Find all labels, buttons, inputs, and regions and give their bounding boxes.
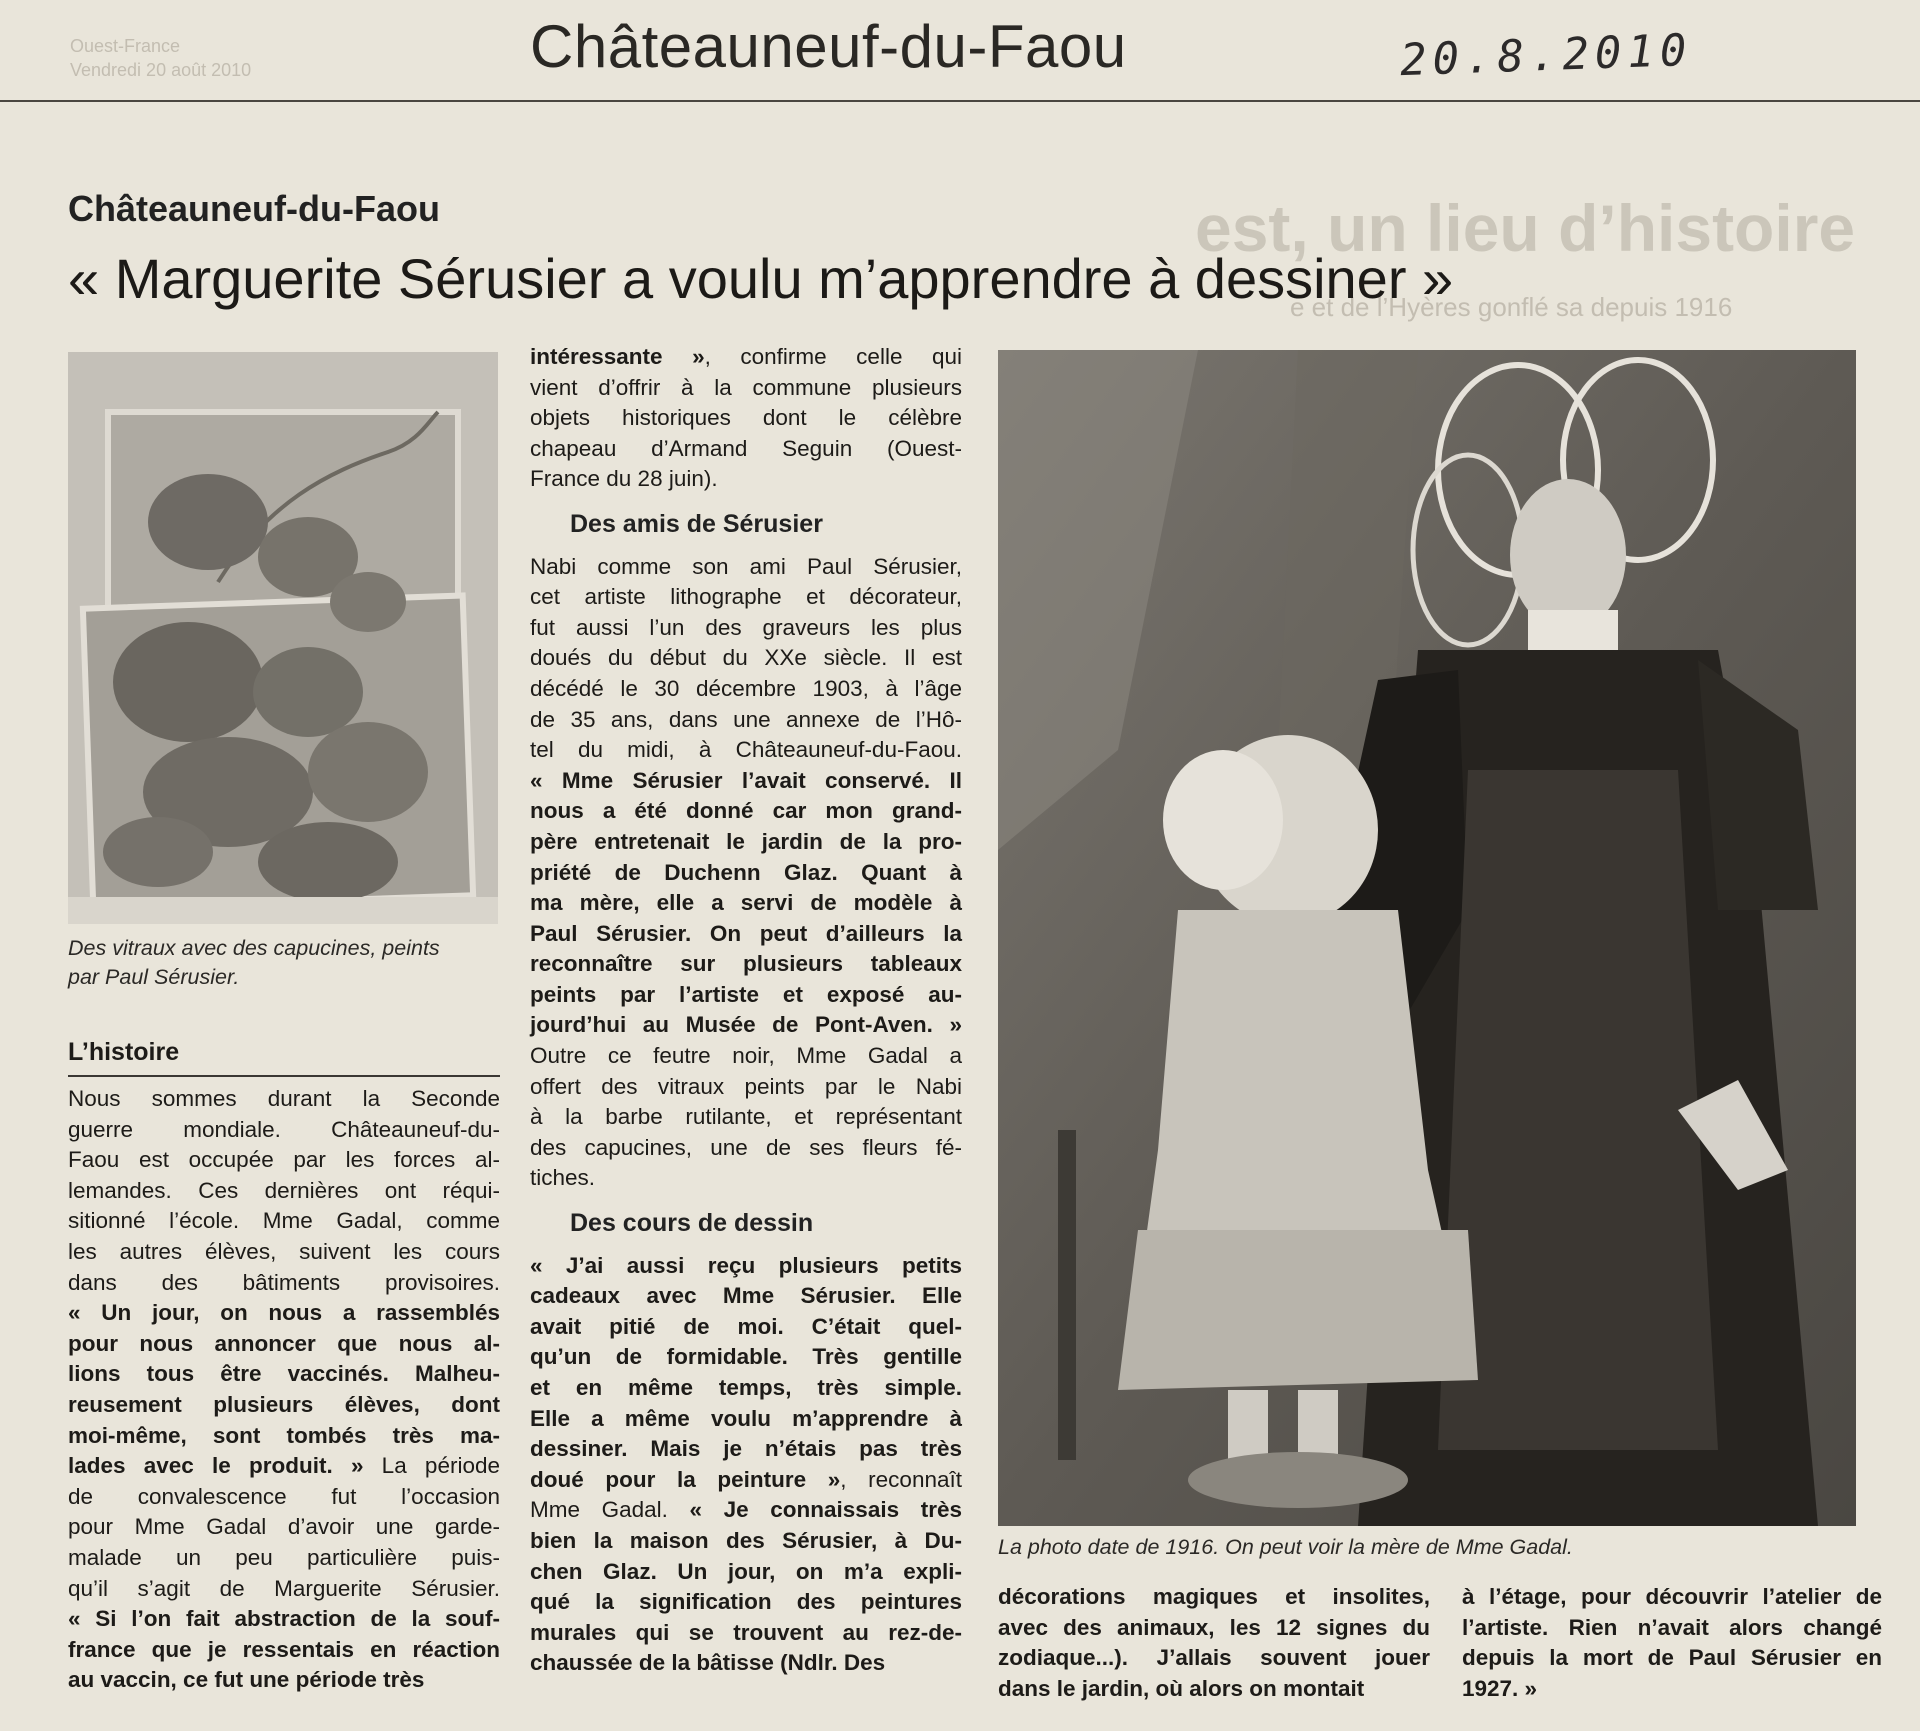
caption-line: par Paul Sérusier.: [68, 965, 240, 989]
text-line: [530, 1312, 962, 1343]
text-line: [68, 1512, 500, 1543]
text-line: [530, 1102, 962, 1133]
text-run: « Un jour, on nous a rassemblés: [68, 1300, 500, 1326]
text-run: avait pitié de moi. C’était quel-: [530, 1313, 962, 1339]
text-line: [530, 434, 962, 465]
text-line: [68, 1145, 500, 1176]
text-run: tel du midi, à Châteauneuf-du-Faou.: [530, 737, 962, 763]
text-run: peints par l’artiste et exposé au-: [530, 981, 962, 1007]
text-run: La période: [363, 1453, 500, 1479]
text-line: [530, 1072, 962, 1103]
bleed-through-heading: est, un lieu d’histoire: [1195, 191, 1856, 265]
text-run: bien la maison des Sérusier, à Du-: [530, 1527, 962, 1553]
text-line: [68, 1084, 500, 1115]
text-run: dans le jardin, où alors on montait: [998, 1675, 1365, 1701]
text-run: dessiner. Mais je n’étais pas très: [530, 1436, 962, 1462]
text-line: [530, 1404, 962, 1435]
bleed-through-text: Vendredi 20 août 2010: [70, 60, 252, 80]
photo-right-caption: La photo date de 1916. On peut voir la mère de Mme Gadal.: [998, 1535, 1573, 1559]
text-run: Nous sommes durant la Seconde: [68, 1086, 500, 1111]
col2-para-2: [530, 552, 962, 1194]
text-run: de convalescence fut l’occasion: [68, 1483, 500, 1509]
text-line: [530, 1465, 962, 1496]
text-run: et en même temps, très simple.: [530, 1375, 962, 1400]
photo-left-caption: [68, 934, 508, 992]
text-line: [530, 1041, 962, 1072]
text-line: [530, 1010, 962, 1041]
text-line: [1462, 1613, 1882, 1644]
text-run: cadeaux avec Mme Sérusier. Elle: [530, 1283, 962, 1309]
text-run: 1927. »: [1462, 1675, 1538, 1701]
text-run: à l’étage, pour découvrir l’atelier de: [1462, 1584, 1882, 1609]
text-line: [530, 1526, 962, 1557]
text-line: [998, 1643, 1430, 1674]
text-run: père entretenait le jardin de la pro-: [530, 828, 962, 854]
text-line: [68, 1359, 500, 1390]
text-run: décorations magiques et insolites,: [998, 1584, 1430, 1609]
text-line: [530, 1434, 962, 1465]
text-line: [530, 373, 962, 404]
text-line: [68, 1543, 500, 1574]
text-line: [998, 1613, 1430, 1644]
stained-glass-photo: [68, 352, 498, 924]
article-column-3: [998, 1582, 1430, 1704]
text-line: [530, 1648, 962, 1679]
text-run: Paul Sérusier. On peut d’ailleurs la: [530, 920, 962, 946]
text-run: objets historiques dont le célèbre: [530, 405, 962, 431]
text-run: qu’il s’agit de Marguerite Sérusier.: [68, 1575, 500, 1601]
text-line: [530, 643, 962, 674]
text-run: pour nous annoncer que nous al-: [68, 1330, 500, 1356]
text-run: lions tous être vaccinés. Malheu-: [68, 1361, 500, 1387]
section-masthead: Châteauneuf-du-Faou: [530, 13, 1127, 80]
text-run: priété de Duchenn Glaz. Quant à: [530, 859, 962, 885]
text-line: [68, 1635, 500, 1666]
portrait-illustration: [998, 350, 1856, 1526]
text-run: sitionné l’école. Mme Gadal, comme: [68, 1208, 500, 1234]
text-line: [68, 1115, 500, 1146]
text-run: jourd’hui au Musée de Pont-Aven. »: [530, 1012, 962, 1038]
text-run: tiches.: [530, 1165, 596, 1191]
text-line: [530, 582, 962, 613]
text-line: [68, 1268, 500, 1299]
text-run: qué la signification des peintures: [530, 1589, 962, 1615]
text-run: de 35 ans, dans une annexe de l’Hô-: [530, 706, 962, 732]
text-line: [530, 796, 962, 827]
text-run: « Mme Sérusier l’avait conservé. Il: [530, 767, 962, 793]
text-line: [530, 1133, 962, 1164]
text-run: chaussée de la bâtisse (Ndlr. Des: [530, 1650, 886, 1676]
text-run: « Je connaissais très: [667, 1497, 962, 1523]
text-run: ma mère, elle a servi de modèle à: [530, 890, 962, 916]
text-line: [530, 613, 962, 644]
text-line: [530, 1495, 962, 1526]
text-run: dans des bâtiments provisoires.: [68, 1269, 500, 1295]
text-run: nous a été donné car mon grand-: [530, 798, 962, 824]
text-line: [530, 1587, 962, 1618]
text-line: [530, 1342, 962, 1373]
text-line: [530, 858, 962, 889]
stained-glass-illustration: [68, 352, 498, 924]
text-run: cet artiste lithographe et décorateur,: [530, 584, 962, 610]
text-line: [530, 552, 962, 583]
text-line: [68, 1604, 500, 1635]
subhead-cours: Des cours de dessin: [570, 1209, 814, 1238]
text-line: [530, 1373, 962, 1404]
text-run: , confirme celle qui: [704, 344, 962, 369]
text-line: [1462, 1582, 1882, 1613]
text-run: guerre mondiale. Châteauneuf-du-: [68, 1116, 500, 1142]
text-run: vient d’offrir à la commune plusieurs: [530, 374, 962, 400]
text-run: France du 28 juin).: [530, 466, 718, 492]
bleed-through-text: e et de l’Hyères gonflé sa depuis 1916: [1290, 292, 1733, 322]
handwritten-date: 20.8.2010: [1399, 24, 1694, 87]
text-line: [530, 705, 962, 736]
col2-para-1: [530, 342, 962, 495]
text-run: malade un peu particulière puis-: [68, 1544, 500, 1570]
text-run: france que je ressentais en réaction: [68, 1636, 500, 1662]
text-line: [68, 1390, 500, 1421]
text-run: zodiaque...). J’allais souvent jouer: [998, 1645, 1430, 1671]
text-run: l’artiste. Rien n’avait alors changé: [1462, 1614, 1882, 1640]
text-line: [530, 980, 962, 1011]
text-line: [68, 1482, 500, 1513]
text-line: [530, 766, 962, 797]
article-column-4: [1462, 1582, 1882, 1704]
text-run: avec des animaux, les 12 signes du: [998, 1614, 1430, 1640]
text-line: [530, 888, 962, 919]
text-run: Nabi comme son ami Paul Sérusier,: [530, 553, 962, 579]
text-run: , reconnaît: [840, 1466, 962, 1492]
text-line: [530, 342, 962, 373]
text-line: [530, 1281, 962, 1312]
masthead-rule: [0, 100, 1920, 102]
text-run: fut aussi l’un des graveurs les plus: [530, 614, 962, 640]
text-run: pour Mme Gadal d’avoir une garde-: [68, 1514, 500, 1540]
text-line: [530, 674, 962, 705]
text-run: offert des vitraux peints par le Nabi: [530, 1073, 962, 1099]
text-run: à la barbe rutilante, et représentant: [530, 1104, 962, 1130]
text-run: « Si l’on fait abstraction de la souf-: [68, 1606, 500, 1632]
text-run: intéressante »: [530, 344, 705, 369]
article-headline: « Marguerite Sérusier a voulu m’apprendre à dessiner »: [68, 247, 1454, 310]
text-line: [530, 1557, 962, 1588]
text-line: [68, 1574, 500, 1605]
text-line: [68, 1665, 500, 1696]
portrait-photo-1916: [998, 350, 1856, 1526]
text-line: [530, 403, 962, 434]
text-run: depuis la mort de Paul Sérusier en: [1462, 1645, 1882, 1671]
text-line: [530, 919, 962, 950]
text-line: [1462, 1643, 1882, 1674]
text-run: doué pour la peinture »: [530, 1466, 841, 1492]
bleed-through-text: Ouest-France: [70, 36, 181, 56]
text-line: [68, 1298, 500, 1329]
text-run: décédé le 30 décembre 1903, à l’âge: [530, 675, 962, 701]
section-rule: [68, 1075, 500, 1077]
text-run: Mme Gadal.: [530, 1497, 668, 1523]
article-column-1: [68, 1084, 500, 1696]
text-run: chapeau d’Armand Seguin (Ouest-: [530, 435, 962, 461]
text-run: « J’ai aussi reçu plusieurs petits: [530, 1252, 962, 1278]
section-title-histoire: L’histoire: [68, 1038, 180, 1066]
text-run: murales qui se trouvent au rez-de-: [530, 1619, 962, 1645]
text-line: [68, 1421, 500, 1452]
text-run: Outre ce feutre noir, Mme Gadal a: [530, 1043, 962, 1069]
text-line: [68, 1329, 500, 1360]
text-line: [998, 1674, 1430, 1705]
text-run: qu’un de formidable. Très gentille: [530, 1344, 962, 1370]
text-line: [68, 1237, 500, 1268]
text-run: lemandes. Ces dernières ont réqui-: [68, 1177, 500, 1203]
text-line: [530, 1251, 962, 1282]
col2-para-3: [530, 1251, 962, 1679]
text-run: Faou est occupée par les forces al-: [68, 1147, 500, 1173]
text-run: Elle a même voulu m’apprendre à: [530, 1405, 962, 1431]
text-line: [68, 1176, 500, 1207]
article-kicker: Châteauneuf-du-Faou: [68, 188, 440, 229]
text-line: [530, 735, 962, 766]
text-run: chen Glaz. Un jour, on m’a expli-: [530, 1558, 962, 1584]
text-run: doués du début du XXe siècle. Il est: [530, 645, 962, 671]
text-run: reconnaître sur plusieurs tableaux: [530, 951, 962, 977]
text-run: des capucines, une de ses fleurs fé-: [530, 1134, 962, 1160]
article-column-2: [530, 342, 962, 1679]
text-run: lades avec le produit. »: [68, 1453, 364, 1479]
text-run: moi-même, sont tombés très ma-: [68, 1422, 500, 1448]
text-run: au vaccin, ce fut une période très: [68, 1667, 425, 1693]
text-line: [68, 1451, 500, 1482]
text-line: [998, 1582, 1430, 1613]
text-line: [68, 1206, 500, 1237]
text-line: [1462, 1674, 1882, 1705]
text-line: [530, 1618, 962, 1649]
text-line: [530, 949, 962, 980]
text-line: [530, 1163, 962, 1194]
subhead-amis: Des amis de Sérusier: [570, 509, 823, 538]
caption-line: Des vitraux avec des capucines, peints: [68, 936, 440, 960]
text-run: reusement plusieurs élèves, dont: [68, 1391, 500, 1417]
text-line: [530, 827, 962, 858]
text-line: [530, 464, 962, 495]
text-run: les autres élèves, suivent les cours: [68, 1238, 500, 1264]
